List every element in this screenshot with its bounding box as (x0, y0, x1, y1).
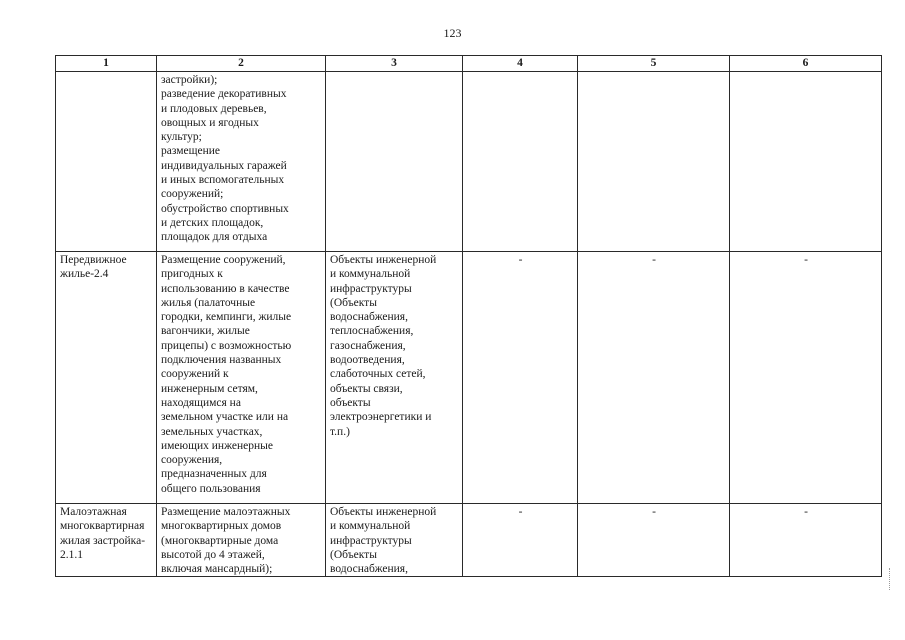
land-use-name-cell (56, 252, 157, 504)
land-use-description-cell (157, 252, 326, 504)
cell-text-line: Передвижное (60, 254, 127, 266)
land-use-description-cell (157, 504, 326, 577)
cell-text-line: городки, кемпинги, жилые (161, 311, 292, 324)
cell-text-line: и плодовых деревьев, (161, 102, 267, 115)
cell-text-line: инфраструктуры (330, 282, 412, 295)
permitted-objects-cell (326, 72, 463, 252)
cell-text-line: использованию в качестве (161, 282, 290, 295)
cell-text-line: (многоквартирные дома (161, 534, 279, 547)
scan-edge-mark (889, 568, 893, 590)
header-row (56, 56, 882, 72)
cell-text-line: площадок для отдыха (161, 231, 268, 244)
column-header: 6 (730, 56, 882, 72)
table-row (56, 504, 882, 577)
cell-text-line: т.п.) (330, 425, 350, 438)
table-row (56, 72, 882, 252)
cell-text-line: пригодных к (161, 268, 223, 281)
cell-text-line: земельном участке или на (161, 411, 289, 424)
cell-text-line: вагончики, жилые (161, 325, 250, 338)
cell-text-line: разведение декоративных (161, 88, 287, 101)
cell-text-line: электроэнергетики и (330, 411, 432, 424)
land-use-description-cell (157, 72, 326, 252)
cell-text-line: овощных и ягодных (161, 116, 259, 129)
cell-text-line: и коммунальной (330, 268, 411, 281)
cell-text-line: Размещение малоэтажных (161, 506, 291, 518)
table-row (56, 252, 882, 504)
cell-text-line: имеющих инженерные (161, 439, 273, 452)
column-header: 4 (463, 56, 578, 72)
cell-text-line: слаботочных сетей, (330, 368, 426, 381)
cell-text-line: газоснабжения, (330, 339, 406, 352)
cell-text-line: сооружений; (161, 188, 224, 201)
cell-text-line: сооружений к (161, 368, 229, 381)
cell-text-line: подключения названных (161, 354, 282, 367)
cell-text-line: включая мансардный); (161, 563, 273, 576)
land-use-name-cell (56, 72, 157, 252)
cell-text-line: обустройство спортивных (161, 202, 289, 215)
land-use-name-cell (56, 504, 157, 577)
permitted-objects-cell (326, 504, 463, 577)
permitted-objects-cell (326, 252, 463, 504)
cell-text-line: инфраструктуры (330, 534, 412, 547)
cell-text-line: жилая застройка- (60, 534, 146, 547)
cell-text-line: и детских площадок, (161, 216, 264, 229)
value-cell (578, 72, 730, 252)
cell-text-line: Размещение сооружений, (161, 254, 286, 266)
cell-text-line: индивидуальных гаражей (161, 159, 287, 172)
value-cell: - (463, 504, 578, 577)
cell-text-line: водоотведения, (330, 354, 405, 367)
land-use-table (55, 55, 882, 577)
value-cell: - (463, 252, 578, 504)
cell-text-line: прицепы) с возможностью (161, 339, 292, 352)
value-cell: - (578, 504, 730, 577)
cell-text-line: культур; (161, 131, 202, 144)
cell-text-line: и коммунальной (330, 520, 411, 533)
cell-text-line: (Объекты (330, 296, 377, 309)
value-cell: - (730, 252, 882, 504)
cell-text-line: высотой до 4 этажей, (161, 548, 265, 561)
cell-text-line: и иных вспомогательных (161, 174, 285, 187)
value-cell (463, 72, 578, 252)
cell-text-line: инженерным сетям, (161, 382, 258, 395)
column-header: 1 (56, 56, 157, 72)
cell-text-line: жилья (палаточные (161, 296, 256, 309)
cell-text-line: теплоснабжения, (330, 325, 414, 338)
cell-text-line: водоснабжения, (330, 311, 408, 324)
cell-text-line: размещение (161, 145, 220, 158)
cell-text-line: объекты (330, 396, 371, 409)
cell-text-line: предназначенных для (161, 468, 267, 481)
cell-text-line: Малоэтажная (60, 506, 127, 518)
value-cell (730, 72, 882, 252)
column-header: 5 (578, 56, 730, 72)
cell-text-line: многоквартирных домов (161, 520, 282, 533)
page-number: 123 (443, 26, 462, 40)
cell-text-line: 2.1.1 (60, 548, 83, 561)
column-header: 3 (326, 56, 463, 72)
cell-text-line: объекты связи, (330, 382, 403, 395)
cell-text-line: многоквартирная (60, 520, 145, 533)
cell-text-line: (Объекты (330, 548, 377, 561)
cell-text-line: Объекты инженерной (330, 254, 437, 266)
cell-text-line: жилье-2.4 (60, 268, 109, 281)
value-cell: - (730, 504, 882, 577)
cell-text-line: водоснабжения, (330, 563, 408, 576)
cell-text-line: общего пользования (161, 482, 261, 495)
cell-text-line: сооружения, (161, 454, 223, 467)
cell-text-line: застройки); (161, 74, 218, 86)
cell-text-line: находящимся на (161, 396, 241, 409)
column-header: 2 (157, 56, 326, 72)
cell-text-line: Объекты инженерной (330, 506, 437, 518)
value-cell: - (578, 252, 730, 504)
cell-text-line: земельных участках, (161, 425, 263, 438)
